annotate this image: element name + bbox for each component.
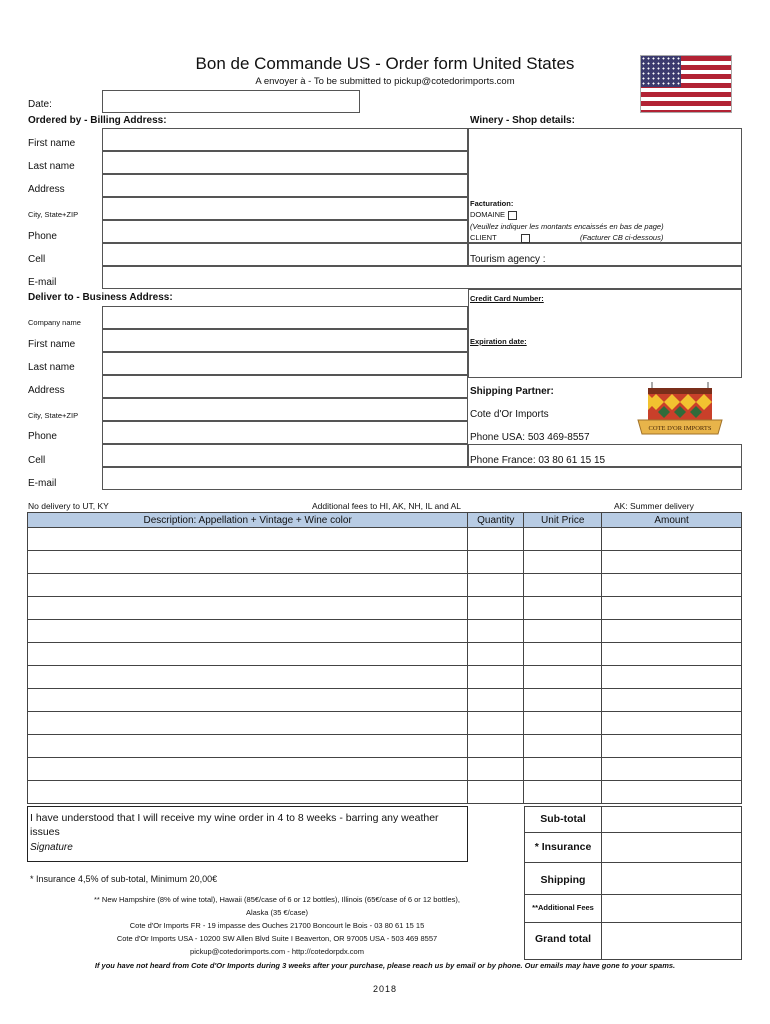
billing-email-field[interactable] <box>102 266 742 289</box>
delivery-cell-label: Cell <box>28 455 46 466</box>
domaine-option[interactable] <box>470 210 517 220</box>
delivery-city-label: City, State+ZIP <box>28 411 79 420</box>
billing-city-field[interactable] <box>102 197 468 220</box>
acknowledgement-text: I have understood that I will receive my wine order in 4 to 8 weeks - barring any weather issues <box>30 812 439 838</box>
billing-last-name-field[interactable] <box>102 151 468 174</box>
delivery-address-label: Address <box>28 385 65 396</box>
winery-heading: Winery - Shop details: <box>470 115 575 126</box>
shipping-phone-france: Phone France: 03 80 61 15 15 <box>470 455 606 466</box>
billing-last-name-label: Last name <box>28 161 75 172</box>
year-label: 2018 <box>372 984 398 994</box>
shipping-label: Shipping <box>540 874 586 886</box>
client-checkbox[interactable] <box>521 234 530 243</box>
grand-total-field[interactable] <box>603 923 741 959</box>
billing-cell-field[interactable] <box>102 243 468 266</box>
facturation-label: Facturation: <box>470 199 514 208</box>
shipping-phone-france-row <box>468 444 742 467</box>
order-row[interactable] <box>28 781 742 804</box>
description-header: Description: Appellation + Vintage + Wine color <box>28 513 468 528</box>
logo-text: COTE D'OR IMPORTS <box>648 425 712 432</box>
unit-price-header: Unit Price <box>524 513 602 528</box>
fees-note: ** New Hampshire (8% of wine total), Hawaii (85€/case of 6 or 12 bottles), Illinois (65€/case of 6 or 12 bottles), <box>93 895 460 904</box>
delivery-first-name-field[interactable] <box>102 329 468 352</box>
delivery-phone-label: Phone <box>28 431 57 442</box>
date-label: Date: <box>28 99 52 110</box>
shipping-partner-name: Cote d'Or Imports <box>470 409 549 420</box>
billing-address-label: Address <box>28 184 65 195</box>
amount-header: Amount <box>602 513 742 528</box>
france-address: Cote d'Or Imports FR - 19 impasse des Ouches 21700 Boncourt le Bois - 03 80 61 15 15 <box>129 921 425 930</box>
shipping-phone-usa: Phone USA: 503 469-8557 <box>470 432 590 443</box>
fees-note-alaska: Alaska (35 €/case) <box>245 908 309 917</box>
subtotal-field[interactable] <box>603 807 741 831</box>
date-field[interactable] <box>102 90 360 113</box>
delivery-last-name-label: Last name <box>28 362 75 373</box>
warning-note: If you have not heard from Cote d'Or Imports during 3 weeks after your purchase, please reach us by email or by phone. Our emails may have gone to your spams. <box>94 961 676 970</box>
cote-dor-imports-logo-icon <box>634 380 726 442</box>
delivery-last-name-field[interactable] <box>102 352 468 375</box>
delivery-address-field[interactable] <box>102 375 468 398</box>
additional-fees-field[interactable] <box>603 895 741 921</box>
additional-fees-note: Additional fees to HI, AK, NH, IL and AL <box>312 501 461 511</box>
order-row[interactable] <box>28 666 742 689</box>
domaine-label: DOMAINE <box>470 210 506 219</box>
company-name-label: Company name <box>28 318 81 327</box>
order-row[interactable] <box>28 597 742 620</box>
shipping-field[interactable] <box>603 863 741 893</box>
client-option[interactable] <box>470 233 530 243</box>
signature-label: Signature <box>30 842 73 853</box>
billing-city-label: City, State+ZIP <box>28 210 79 219</box>
page-subtitle: A envoyer à - To be submitted to pickup@cotedorimports.com <box>255 76 515 87</box>
order-row[interactable] <box>28 712 742 735</box>
billing-address-field[interactable] <box>102 174 468 197</box>
insurance-label: * Insurance <box>534 841 592 853</box>
delivery-first-name-label: First name <box>28 339 76 350</box>
billing-first-name-field[interactable] <box>102 128 468 151</box>
order-row[interactable] <box>28 574 742 597</box>
order-row[interactable] <box>28 643 742 666</box>
page-title: Bon de Commande US - Order form United States <box>195 54 575 73</box>
usa-address: Cote d'Or Imports USA - 10200 SW Allen Blvd Suite I Beaverton, OR 97005 USA - 503 469 8557 <box>116 934 438 943</box>
ak-delivery-note: AK: Summer delivery <box>614 501 694 511</box>
contact-info: pickup@cotedorimports.com - http://cotedorpdx.com <box>190 947 364 956</box>
order-row[interactable] <box>28 551 742 574</box>
acknowledgement-box[interactable] <box>27 806 468 862</box>
order-table <box>27 512 742 804</box>
order-row[interactable] <box>28 758 742 781</box>
delivery-cell-field[interactable] <box>102 444 468 467</box>
client-note: (Facturer CB ci-dessous) <box>580 233 664 242</box>
domaine-note: (Veuillez indiquer les montants encaissés en bas de page) <box>470 222 664 231</box>
order-row[interactable] <box>28 620 742 643</box>
quantity-header: Quantity <box>468 513 524 528</box>
additional-fees-label: **Additional Fees <box>532 903 594 912</box>
client-label: CLIENT <box>470 233 497 242</box>
company-name-field[interactable] <box>102 306 468 329</box>
order-row[interactable] <box>28 735 742 758</box>
delivery-email-field[interactable] <box>102 467 742 490</box>
delivery-city-field[interactable] <box>102 398 468 421</box>
domaine-checkbox[interactable] <box>508 211 517 220</box>
billing-heading: Ordered by - Billing Address: <box>28 115 167 126</box>
credit-card-label: Credit Card Number: <box>470 294 544 303</box>
us-flag-icon <box>640 55 732 113</box>
subtotal-label: Sub-total <box>540 813 586 825</box>
insurance-note: * Insurance 4,5% of sub-total, Minimum 20,00€ <box>30 874 218 884</box>
shipping-partner-heading: Shipping Partner: <box>470 386 554 397</box>
tourism-agency-label: Tourism agency : <box>470 254 546 265</box>
insurance-field[interactable] <box>603 833 741 861</box>
billing-phone-field[interactable] <box>102 220 468 243</box>
grand-total-label: Grand total <box>534 933 591 945</box>
delivery-heading: Deliver to - Business Address: <box>28 292 173 303</box>
billing-cell-label: Cell <box>28 254 46 265</box>
delivery-email-label: E-mail <box>28 478 57 489</box>
tourism-agency-field[interactable] <box>468 243 742 266</box>
billing-email-label: E-mail <box>28 277 57 288</box>
order-row[interactable] <box>28 528 742 551</box>
expiration-date-label: Expiration date: <box>470 337 527 346</box>
delivery-phone-field[interactable] <box>102 421 468 444</box>
billing-first-name-label: First name <box>28 138 76 149</box>
order-row[interactable] <box>28 689 742 712</box>
billing-phone-label: Phone <box>28 231 57 242</box>
no-delivery-note: No delivery to UT, KY <box>28 501 109 511</box>
